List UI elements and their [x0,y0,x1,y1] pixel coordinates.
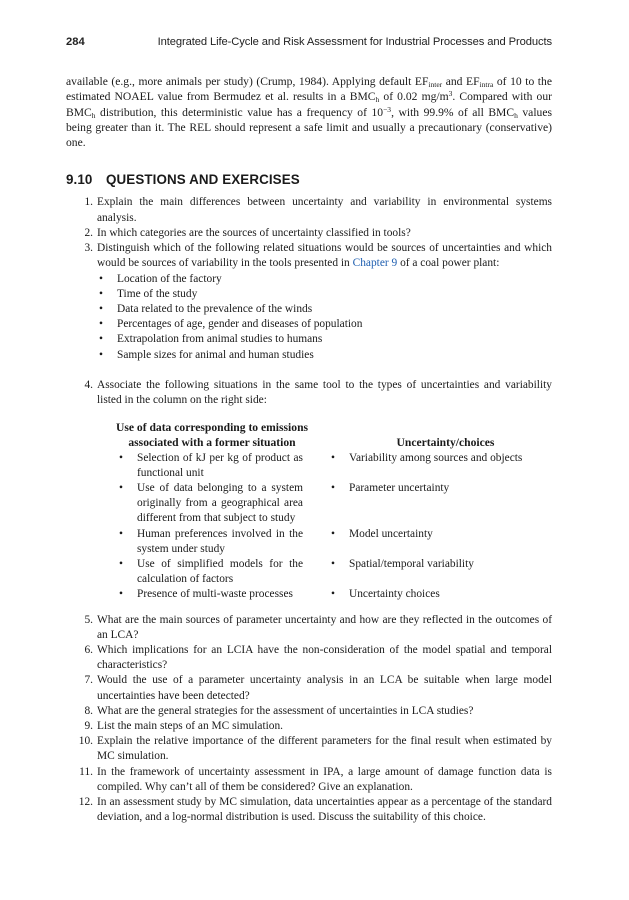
question-3: 3. Distinguish which of the following related situations would be sources of uncertainties and which would be sources of variability in the tools presented in Chapter 9 of a coal power plant: • Location of the factory • Time of the study • Data related to the prevalence of the winds • Percentages of age, gender and diseases of population • Extrapolation from animal studies to humans • Sample sizes for animal and human studies [66,241,552,378]
page [66,36,552,825]
list-item: • Extrapolation from animal studies to humans [97,332,552,347]
section-title: QUESTIONS AND EXERCISES [106,172,300,188]
list-item: • Time of the study [97,287,552,302]
question-11: 11. In the framework of uncertainty assessment in IPA, a large amount of damage function data is compiled. Why can’t all of them be considered? Give an explanation. [79,765,552,793]
question-12: 12. In an assessment study by MC simulation, data uncertainties appear as a percentage of the standard deviation, and a log-normal distribution is used. Discuss the suitability of this choice. [78,796,552,824]
questions-list [66,195,552,825]
list-item: • Sample sizes for animal and human studies [97,348,552,363]
question-9: 9. List the main steps of an MC simulation. [84,719,284,732]
question-1: 1. Explain the main differences between uncertainty and variability in environmental systems analysis. [84,196,552,224]
list-item: • Data related to the prevalence of the winds [97,302,552,317]
table-row: • Human preferences involved in the system under study • Model uncertainty [97,527,552,557]
question-4: 4. Associate the following situations in the same tool to the types of uncertainties and variability listed in the column on the right side: Use of data corresponding to emissions associated with a former situation Uncertainty/choices • Selection of kJ per kg of product as functional unit • Variability among sources and objects • Use of data belonging to a system originally from a geographical area different from that subject to study • Parameter uncertainty • Human preferences involved in the system under study • Model uncertainty • Use of simplified models for the calculation of factors • Spatial/temporal variability • Presence of multi-waste processes • Uncertainty choices [66,378,552,603]
table-row: • Use of simplified models for the calculation of factors • Spatial/temporal variability [97,557,552,587]
intro-paragraph: available (e.g., more animals per study) (Crump, 1984). Applying default $EF_{inter}$ and $EF_{intra}$ of 10 to the estimated NOAEL value from Bermudez et al. results in a $BMC_h$ of 0.02 $mg/m^3$. Compared with our $BMC_h$ distribution, this deterministic value has a frequency of $10^{-3}$, with 99.9% of all $BMC_h$ values being greater than it. The REL should represent a safe limit and usually a precautionary (conservative) one. [66,75,552,150]
left-column-header: Use of data corresponding to emissions associated with a former situation [115,421,309,450]
chapter-link[interactable]: Chapter 9 [352,257,398,270]
right-column-header: Uncertainty/choices [396,436,495,450]
question-6: 6. Which implications for an LCIA have the non-consideration of the model spatial and temporal characteristics? [84,643,552,672]
table-row: • Selection of kJ per kg of product as functional unit • Variability among sources and objects [97,451,552,481]
question-3-bullets [97,272,552,363]
page-number: 284 [66,36,85,48]
running-title: Integrated Life-Cycle and Risk Assessment for Industrial Processes and Products [157,36,552,48]
question-5: 5. What are the main sources of parameter uncertainty and how are they reflected in the outcomes of an LCA? [84,613,552,641]
question-2: 2. In which categories are the sources of uncertainty classified in tools? [84,226,411,239]
question-7: 7. Would the use of a parameter uncertainty analysis in an LCA be suitable when large model uncertainties have been detected? [84,674,552,702]
question-10: 10. Explain the relative importance of the different parameters for the final result when estimated by MC simulation. [78,735,552,763]
table-row: • Presence of multi-waste processes • Uncertainty choices [97,587,552,602]
list-item: • Percentages of age, gender and diseases of population [97,317,552,332]
association-table [97,420,552,602]
section-heading [66,172,552,187]
running-header [66,36,552,56]
list-item: • Location of the factory [97,272,552,287]
section-number: 9.10 [66,172,93,188]
table-row: • Use of data belonging to a system originally from a geographical area different from that subject to study • Parameter uncertainty [97,481,552,527]
question-8: 8. What are the general strategies for the assessment of uncertainties in LCA studies? [84,704,474,717]
